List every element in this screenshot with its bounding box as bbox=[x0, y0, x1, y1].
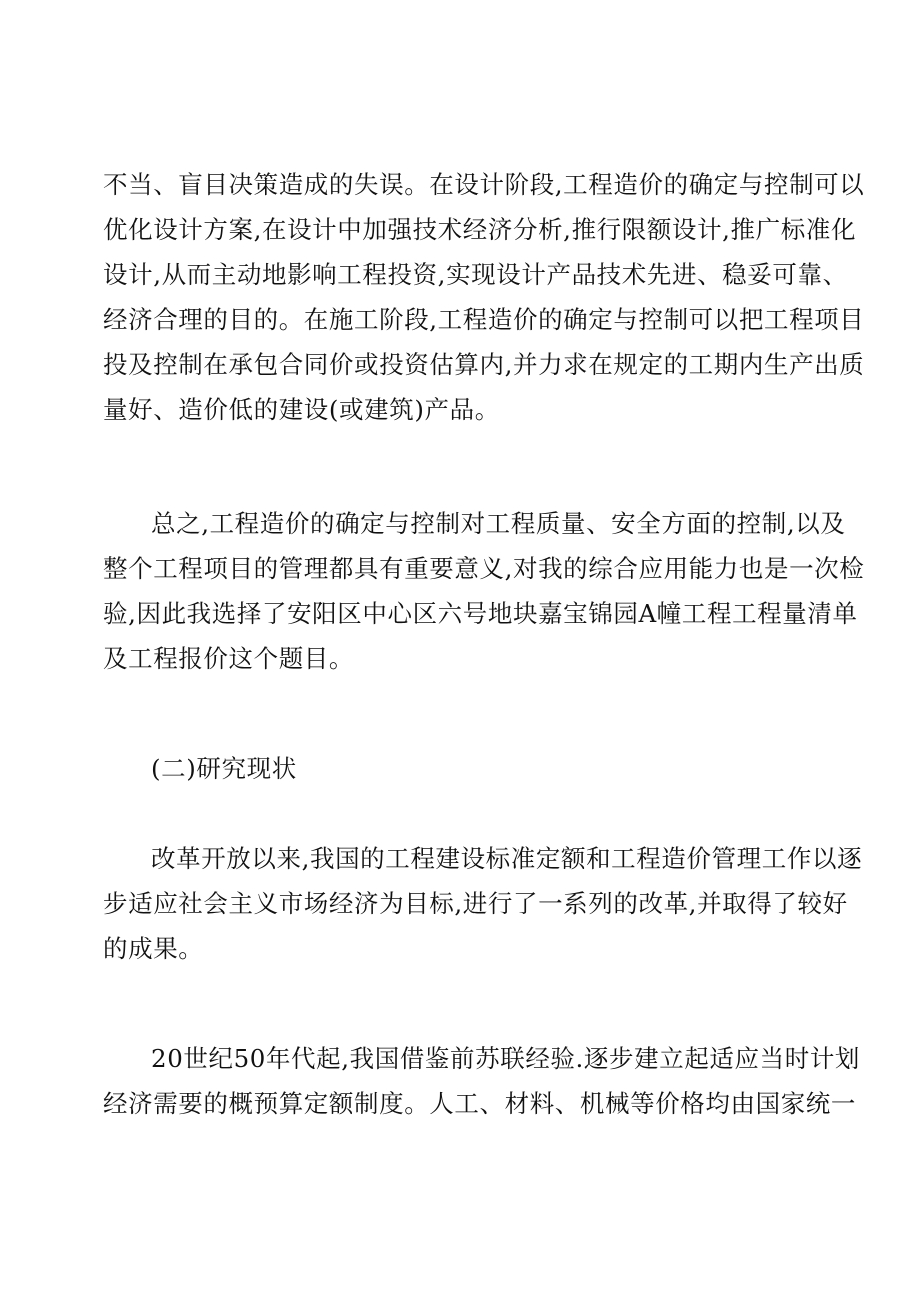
text-line: 不当、盲目决策造成的失误。在设计阶段,工程造价的确定与控制可以 bbox=[103, 170, 865, 199]
text-line: 及工程报价这个题目。 bbox=[103, 644, 354, 673]
text-line: 的成果。 bbox=[103, 934, 204, 963]
text-line: 量好、造价低的建设(或建筑)产品。 bbox=[103, 395, 500, 424]
text-line: 经济合理的目的。在施工阶段,工程造价的确定与控制可以把工程项目 bbox=[103, 305, 865, 334]
text-line: 总之,工程造价的确定与控制对工程质量、安全方面的控制,以及 bbox=[151, 509, 846, 538]
text-line: 设计,从而主动地影响工程投资,实现设计产品技术先进、稳妥可靠、 bbox=[103, 260, 848, 289]
paragraph-summary-topic-choice bbox=[103, 501, 865, 681]
paragraph-reform-since-opening bbox=[103, 836, 863, 971]
text-line: 步适应社会主义市场经济为目标,进行了一系列的改革,并取得了较好 bbox=[103, 889, 848, 918]
section-heading-text: (二)研究现状 bbox=[151, 754, 297, 783]
section-heading-research-status bbox=[103, 746, 815, 791]
paragraph-1950s-history bbox=[103, 1036, 861, 1126]
text-line: 经济需要的概预算定额制度。人工、材料、机械等价格均由国家统一 bbox=[103, 1089, 856, 1118]
text-line: 改革开放以来,我国的工程建设标准定额和工程造价管理工作以逐 bbox=[151, 844, 863, 873]
text-line: 优化设计方案,在设计中加强技术经济分析,推行限额设计,推广标准化 bbox=[103, 215, 857, 244]
text-line: 验,因此我选择了安阳区中心区六号地块嘉宝锦园A幢工程工程量清单 bbox=[103, 599, 858, 628]
text-line: 20世纪50年代起,我国借鉴前苏联经验.逐步建立起适应当时计划 bbox=[151, 1044, 861, 1073]
text-line: 整个工程项目的管理都具有重要意义,对我的综合应用能力也是一次检 bbox=[103, 554, 865, 583]
paragraph-design-construction-stage bbox=[103, 162, 865, 432]
text-line: 投及控制在承包合同价或投资估算内,并力求在规定的工期内生产出质 bbox=[103, 350, 865, 379]
